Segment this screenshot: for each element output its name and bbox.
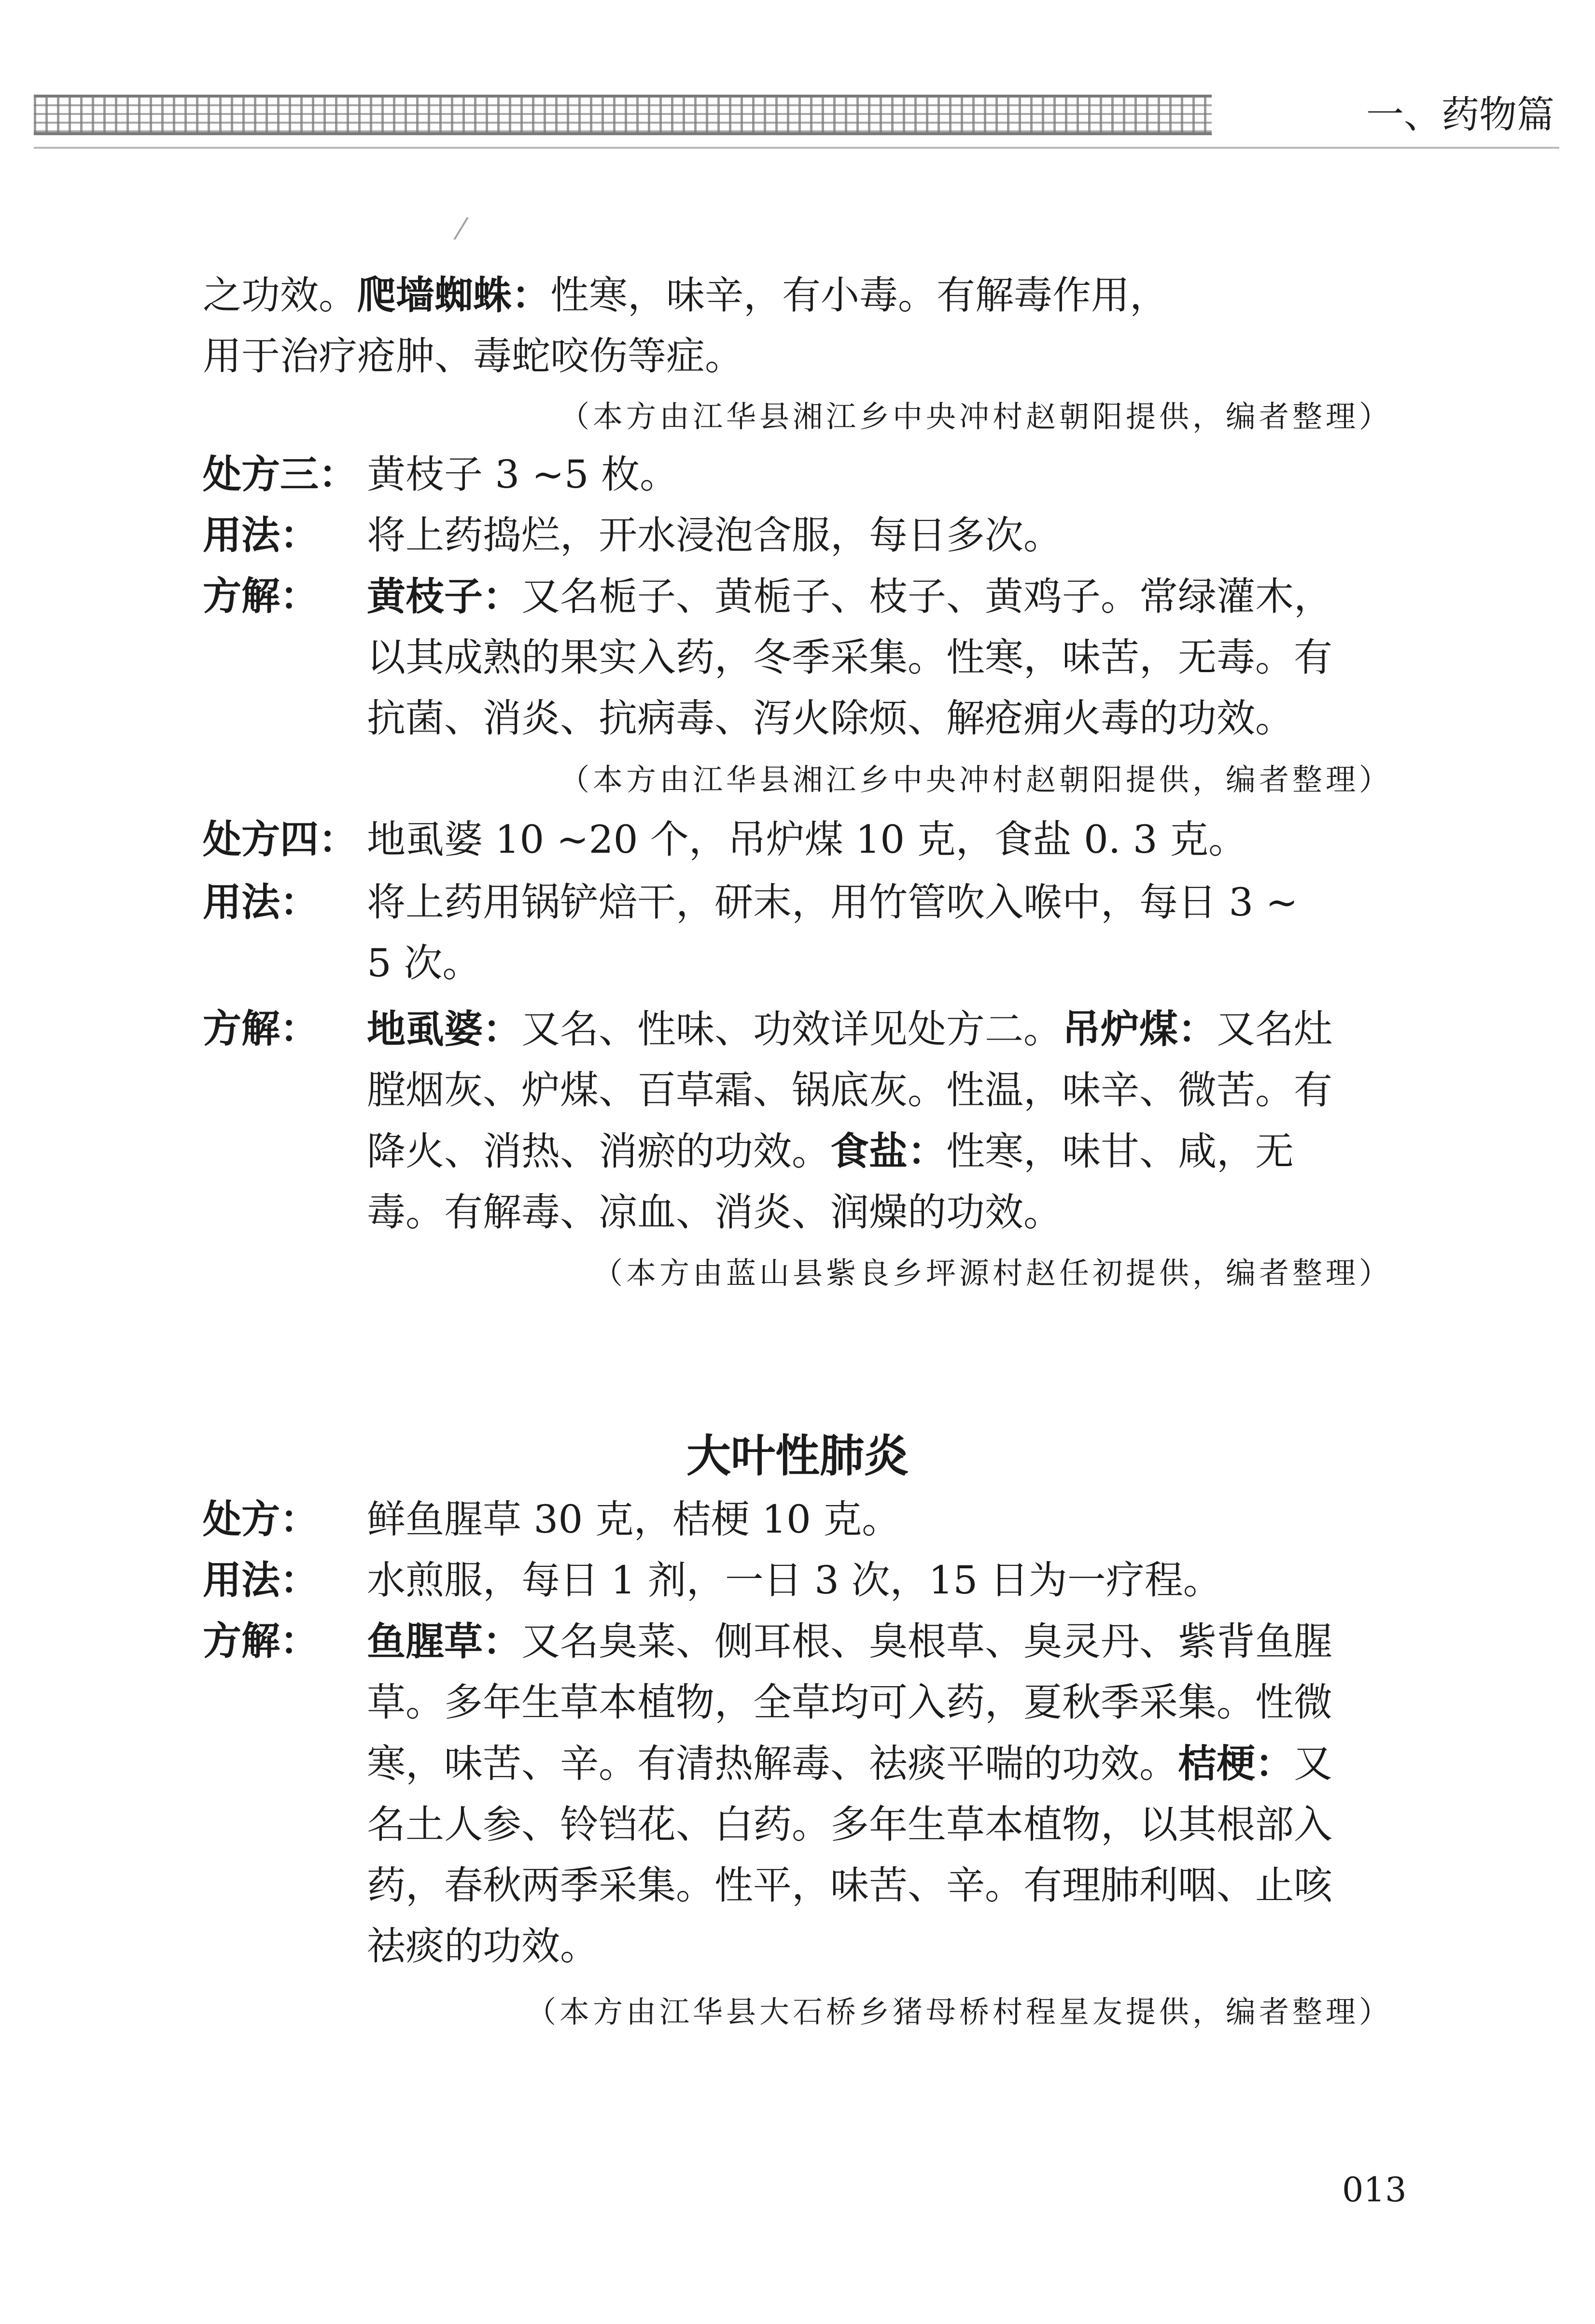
text-line: 黄枝子：又名栀子、黄栀子、枝子、黄鸡子。常绿灌木， xyxy=(367,574,1332,619)
header-rule xyxy=(34,147,1559,149)
usage-label: 用法： xyxy=(203,1558,319,1603)
usage-label: 用法： xyxy=(203,880,319,925)
usage-three xyxy=(203,505,1390,566)
section-heading: 大叶性肺炎 xyxy=(686,1430,909,1482)
usage-four xyxy=(203,872,1390,994)
usage-label: 用法： xyxy=(203,513,319,558)
text-line: 5 次。 xyxy=(367,941,481,986)
recipe-four xyxy=(203,809,1390,870)
pencil-mark-icon: ⁄ xyxy=(459,212,464,246)
herb-name: 爬墙蜘蛛： xyxy=(357,272,550,318)
text-line: 药，春秋两季采集。性平，味苦、辛。有理肺利咽、止咳 xyxy=(367,1863,1332,1908)
text-line: 抗菌、消炎、抗病毒、泻火除烦、解疮痈火毒的功效。 xyxy=(367,696,1294,741)
text-line: 膛烟灰、炉煤、百草霜、锅底灰。性温，味辛、微苦。有 xyxy=(367,1068,1332,1113)
text-line: 用于治疗疮肿、毒蛇咬伤等症。 xyxy=(203,334,743,379)
text-line: 鱼腥草：又名臭菜、侧耳根、臭根草、臭灵丹、紫背鱼腥 xyxy=(367,1619,1332,1664)
explain-main xyxy=(203,1611,1390,1977)
text-line: 寒，味苦、辛。有清热解毒、祛痰平喘的功效。桔梗：又 xyxy=(367,1741,1332,1786)
text-line: 以其成熟的果实入药，冬季采集。性寒，味苦，无毒。有 xyxy=(367,635,1332,680)
source-note: （本方由蓝山县紫良乡坪源村赵任初提供，编者整理） xyxy=(592,1255,1392,1291)
text-line: 将上药用锅铲焙干，研末，用竹管吹入喉中，每日 3 ~ xyxy=(367,880,1298,925)
source-note: （本方由江华县湘江乡中央冲村赵朝阳提供，编者整理） xyxy=(559,399,1392,434)
explain-label: 方解： xyxy=(203,1006,319,1051)
intro-paragraph xyxy=(203,265,1390,387)
usage-text: 将上药捣烂，开水浸泡含服，每日多次。 xyxy=(367,513,1062,558)
explain-label: 方解： xyxy=(203,1619,319,1663)
text-line: 之功效。爬墙蜘蛛：性寒，味辛，有小毒。有解毒作用， xyxy=(203,272,1168,318)
recipe-text: 鲜鱼腥草 30 克，桔梗 10 克。 xyxy=(367,1497,901,1542)
recipe-label: 处方： xyxy=(203,1497,319,1542)
recipe-main xyxy=(203,1489,1390,1550)
recipe-label: 处方四： xyxy=(203,817,357,862)
herb-name: 黄枝子： xyxy=(367,574,521,619)
source-note: （本方由江华县大石桥乡猪母桥村程星友提供，编者整理） xyxy=(526,1994,1392,2029)
usage-main xyxy=(203,1550,1390,1611)
text-line: 草。多年生草本植物，全草均可入药，夏秋季采集。性微 xyxy=(367,1680,1332,1725)
text-line: 名土人参、铃铛花、白药。多年生草本植物，以其根部入 xyxy=(367,1802,1332,1847)
text-line: 降火、消热、消瘀的功效。食盐：性寒，味甘、咸，无 xyxy=(367,1128,1294,1174)
recipe-text: 地虱婆 10 ~20 个，吊炉煤 10 克，食盐 0. 3 克。 xyxy=(367,817,1247,862)
text-line: 地虱婆：又名、性味、功效详见处方二。吊炉煤：又名灶 xyxy=(367,1006,1332,1052)
recipe-text: 黄枝子 3 ~5 枚。 xyxy=(367,452,679,497)
usage-text: 水煎服，每日 1 剂，一日 3 次，15 日为一疗程。 xyxy=(367,1558,1222,1603)
page-number: 013 xyxy=(1342,2170,1407,2210)
herb-name: 桔梗： xyxy=(1178,1741,1294,1786)
herb-name: 食盐： xyxy=(830,1128,946,1174)
recipe-three xyxy=(203,444,1390,505)
text-line: 祛痰的功效。 xyxy=(367,1924,599,1969)
explain-label: 方解： xyxy=(203,574,319,619)
header-ornament-band xyxy=(34,95,1212,135)
recipe-label: 处方三： xyxy=(203,452,357,497)
section-title: 一、药物篇 xyxy=(1366,93,1554,137)
herb-name: 鱼腥草： xyxy=(367,1619,521,1664)
source-note: （本方由江华县湘江乡中央冲村赵朝阳提供，编者整理） xyxy=(559,762,1392,797)
explain-four xyxy=(203,999,1390,1243)
herb-name: 地虱婆： xyxy=(367,1006,521,1052)
herb-name: 吊炉煤： xyxy=(1062,1006,1217,1052)
explain-three xyxy=(203,566,1390,749)
text-line: 毒。有解毒、凉血、消炎、润燥的功效。 xyxy=(367,1190,1062,1235)
